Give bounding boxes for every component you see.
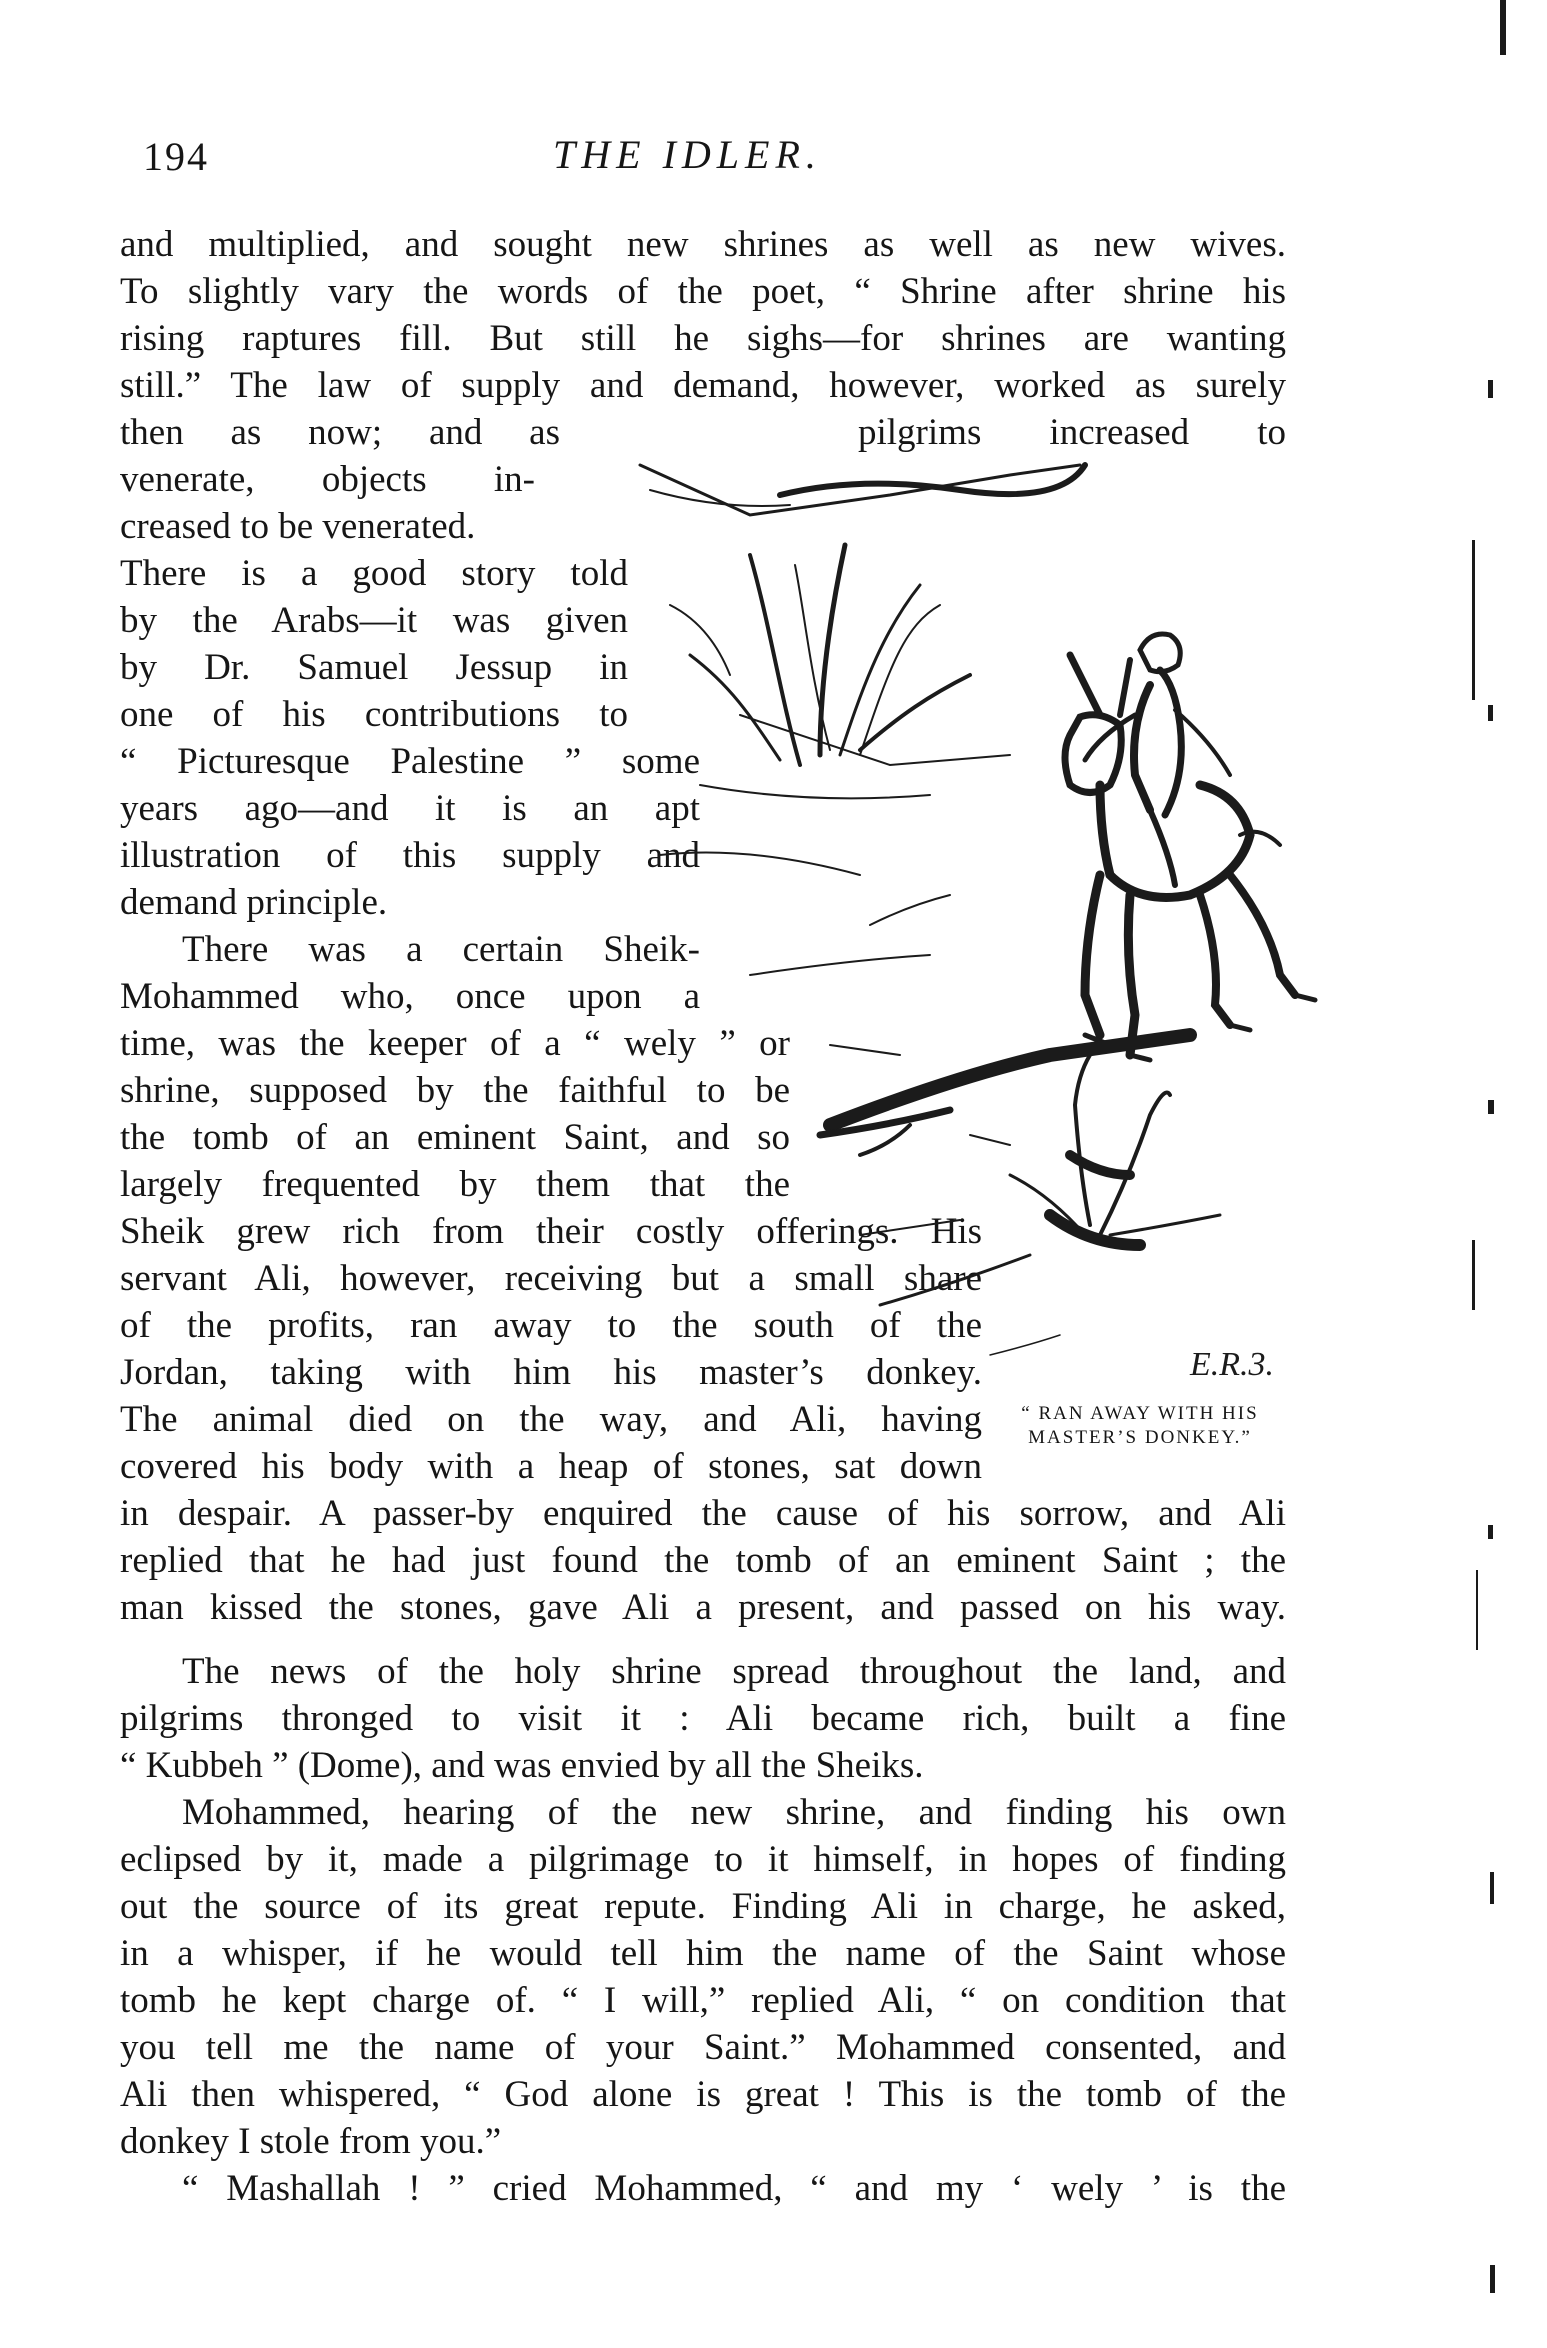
text-line: Mohammed, hearing of the new shrine, and finding his own (182, 1792, 1286, 1833)
text-line: by the Arabs—it was given (120, 600, 628, 641)
text-line: Sheik grew rich from their costly offerings. His (120, 1211, 982, 1252)
text-line: rising raptures fill. But still he sighs—for shrines are wanting (120, 318, 1286, 359)
text-line: covered his body with a heap of stones, sat down (120, 1446, 982, 1487)
text-line: still.” The law of supply and demand, however, worked as surely (120, 365, 1286, 406)
text-line: “ Mashallah ! ” cried Mohammed, “ and my ‘ wely ’ is the (182, 2168, 1286, 2209)
text-line: largely frequented by them that the (120, 1164, 790, 1205)
text-line: by Dr. Samuel Jessup in (120, 647, 628, 688)
caption-line: MASTER’S DONKEY.” (1028, 1427, 1252, 1448)
text-line: “ Kubbeh ” (Dome), and was envied by all the Sheiks. (120, 1745, 924, 1786)
scan-mark (1488, 1525, 1493, 1539)
text-line: The animal died on the way, and Ali, having (120, 1399, 982, 1440)
text-line: time, was the keeper of a “ wely ” or (120, 1023, 790, 1064)
text-line: eclipsed by it, made a pilgrimage to it himself, in hopes of finding (120, 1839, 1286, 1880)
text-line: servant Ali, however, receiving but a small share (120, 1258, 982, 1299)
scan-mark (1476, 1570, 1478, 1650)
text-line: “ Picturesque Palestine ” some (120, 741, 700, 782)
text-line: then as now; and as (120, 412, 560, 453)
scan-mark (1490, 2265, 1495, 2293)
scan-mark (1488, 380, 1493, 398)
text-line: To slightly vary the words of the poet, “ Shrine after shrine his (120, 271, 1286, 312)
scan-mark (1488, 705, 1493, 721)
scan-mark (1488, 1100, 1494, 1114)
text-line: Ali then whispered, “ God alone is great ! This is the tomb of the (120, 2074, 1286, 2115)
artist-signature: E.R.3. (1190, 1346, 1275, 1383)
text-line: tomb he kept charge of. “ I will,” replied Ali, “ on condition that (120, 1980, 1286, 2021)
text-line: venerate, objects in- (120, 459, 535, 500)
text-line: and multiplied, and sought new shrines as well as new wives. (120, 224, 1286, 265)
running-title: THE IDLER. (553, 132, 822, 177)
scan-mark (1472, 1240, 1475, 1310)
scan-mark (1500, 0, 1506, 55)
text-line: The news of the holy shrine spread throughout the land, and (182, 1651, 1286, 1692)
text-line: years ago—and it is an apt (120, 788, 700, 829)
scan-mark (1490, 1872, 1494, 1904)
illustration-caption (990, 1402, 1290, 1450)
text-line: replied that he had just found the tomb of an eminent Saint ; the (120, 1540, 1286, 1581)
text-line: in a whisper, if he would tell him the name of the Saint whose (120, 1933, 1286, 1974)
text-line: shrine, supposed by the faithful to be (120, 1070, 790, 1111)
text-line: out the source of its great repute. Finding Ali in charge, he asked, (120, 1886, 1286, 1927)
text-line: There was a certain Sheik- (182, 929, 700, 970)
caption-line: “ RAN AWAY WITH HIS (1021, 1403, 1259, 1424)
text-line: pilgrims thronged to visit it : Ali became rich, built a fine (120, 1698, 1286, 1739)
text-line: Mohammed who, once upon a (120, 976, 700, 1017)
text-line: the tomb of an eminent Saint, and so (120, 1117, 790, 1158)
page-number: 194 (143, 134, 209, 179)
text-line: Jordan, taking with him his master’s donkey. (120, 1352, 982, 1393)
text-line: one of his contributions to (120, 694, 628, 735)
text-line: you tell me the name of your Saint.” Mohammed consented, and (120, 2027, 1286, 2068)
donkey-rider-illustration (630, 455, 1390, 1395)
text-line: of the profits, ran away to the south of the (120, 1305, 982, 1346)
text-line: demand principle. (120, 882, 388, 923)
text-line: creased to be venerated. (120, 506, 476, 547)
text-line: in despair. A passer-by enquired the cause of his sorrow, and Ali (120, 1493, 1286, 1534)
text-line: man kissed the stones, gave Ali a present, and passed on his way. (120, 1587, 1286, 1628)
text-line: donkey I stole from you.” (120, 2121, 502, 2162)
text-line: illustration of this supply and (120, 835, 700, 876)
scan-mark (1472, 540, 1475, 700)
text-line: There is a good story told (120, 553, 628, 594)
text-line: pilgrims increased to (858, 412, 1286, 453)
